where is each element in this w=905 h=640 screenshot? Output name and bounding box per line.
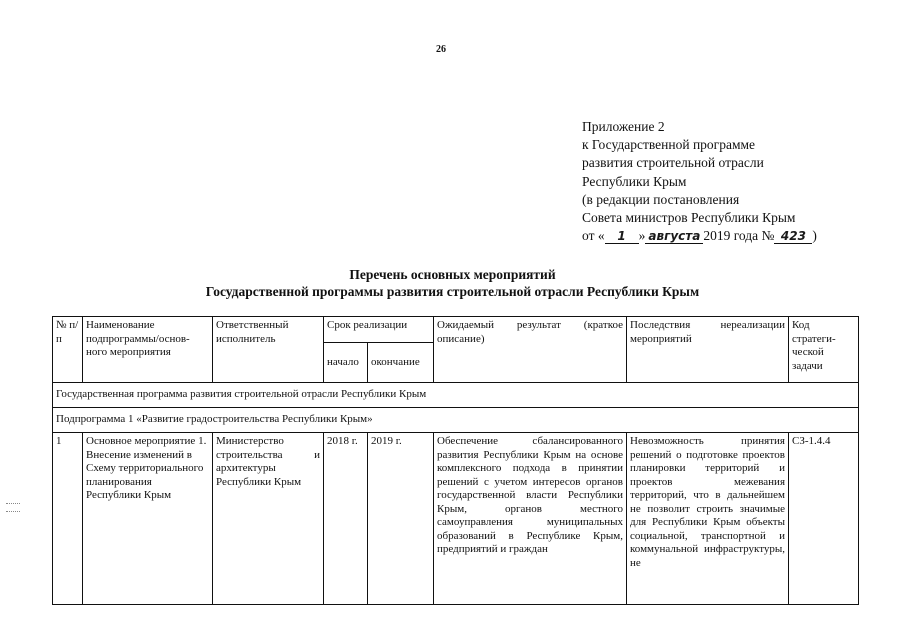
date-mid: » xyxy=(638,228,646,244)
title-line-1: Перечень основных мероприятий xyxy=(349,267,556,282)
header-row-1 xyxy=(53,317,859,343)
header-num: № п/п xyxy=(53,317,83,383)
document-title xyxy=(0,266,905,300)
header-executor: Ответственный исполнитель xyxy=(213,317,324,383)
row-name: Основное мероприятие 1. Внесение изменений в Схему территориального планирования Республики Крым xyxy=(83,433,213,605)
activities-table xyxy=(52,316,859,605)
header-start: начало xyxy=(324,343,368,383)
program-row xyxy=(53,383,859,408)
row-code: СЗ-1.4.4 xyxy=(789,433,859,605)
handwritten-number: 423 xyxy=(774,230,812,244)
header-end: окончание xyxy=(368,343,434,383)
page-number: 26 xyxy=(436,44,446,55)
title-line-2: Государственной программы развития строительной отрасли Республики Крым xyxy=(205,284,700,299)
row-result: Обеспечение сбалансированного развития Республики Крым на основе комплексного подхода в принятии решений с учетом интересов органов государственной власти Республики Крым, органов местного самоуправления муниципальных образований в Республике Крым, предприятий и граждан xyxy=(434,433,627,605)
row-end: 2019 г. xyxy=(368,433,434,605)
appendix-line-5: (в редакции постановления xyxy=(582,191,740,207)
row-executor: Министерство строительства и архитектуры Республики Крым xyxy=(213,433,324,605)
header-code: Код стратеги-ческой задачи xyxy=(789,317,859,383)
appendix-block xyxy=(582,118,817,245)
date-year-text: 2019 года № xyxy=(703,228,775,244)
program-row-cell: Государственная программа развития строительной отрасли Республики Крым xyxy=(53,383,859,408)
row-num: 1 xyxy=(53,433,83,605)
appendix-date-line xyxy=(582,227,817,245)
header-consequences: Последствия нереализации мероприятий xyxy=(627,317,789,383)
subprogram-row-cell: Подпрограмма 1 «Развитие градостроительства Республики Крым» xyxy=(53,408,859,433)
appendix-line-1: Приложение 2 xyxy=(582,119,665,134)
row-consequences: Невозможность принятия решений о подготовке проектов планировки территорий и проектов межевания территорий, что в дальнейшем не позволит строить значимые для Республики Крым объекты социальной, транспортной и коммунальной инфраструктуры, не xyxy=(627,433,789,605)
margin-mark xyxy=(6,511,20,512)
handwritten-month: августа xyxy=(645,230,703,244)
appendix-line-3: развития строительной отрасли xyxy=(582,155,764,171)
table-row xyxy=(53,433,859,605)
header-period: Срок реализации xyxy=(324,317,434,343)
appendix-line-6: Совета министров Республики Крым xyxy=(582,210,796,226)
header-result: Ожидаемый результат (краткое описание) xyxy=(434,317,627,383)
handwritten-day: 1 xyxy=(605,230,639,244)
row-start: 2018 г. xyxy=(324,433,368,605)
subprogram-row xyxy=(53,408,859,433)
appendix-line-2: к Государственной программе xyxy=(582,137,756,153)
header-name: Наименование подпрограммы/основ-ного мероприятия xyxy=(83,317,213,383)
appendix-line-4: Республики Крым xyxy=(582,173,687,189)
margin-mark xyxy=(6,503,20,504)
date-close: ) xyxy=(812,228,817,244)
date-prefix: от « xyxy=(582,228,605,244)
